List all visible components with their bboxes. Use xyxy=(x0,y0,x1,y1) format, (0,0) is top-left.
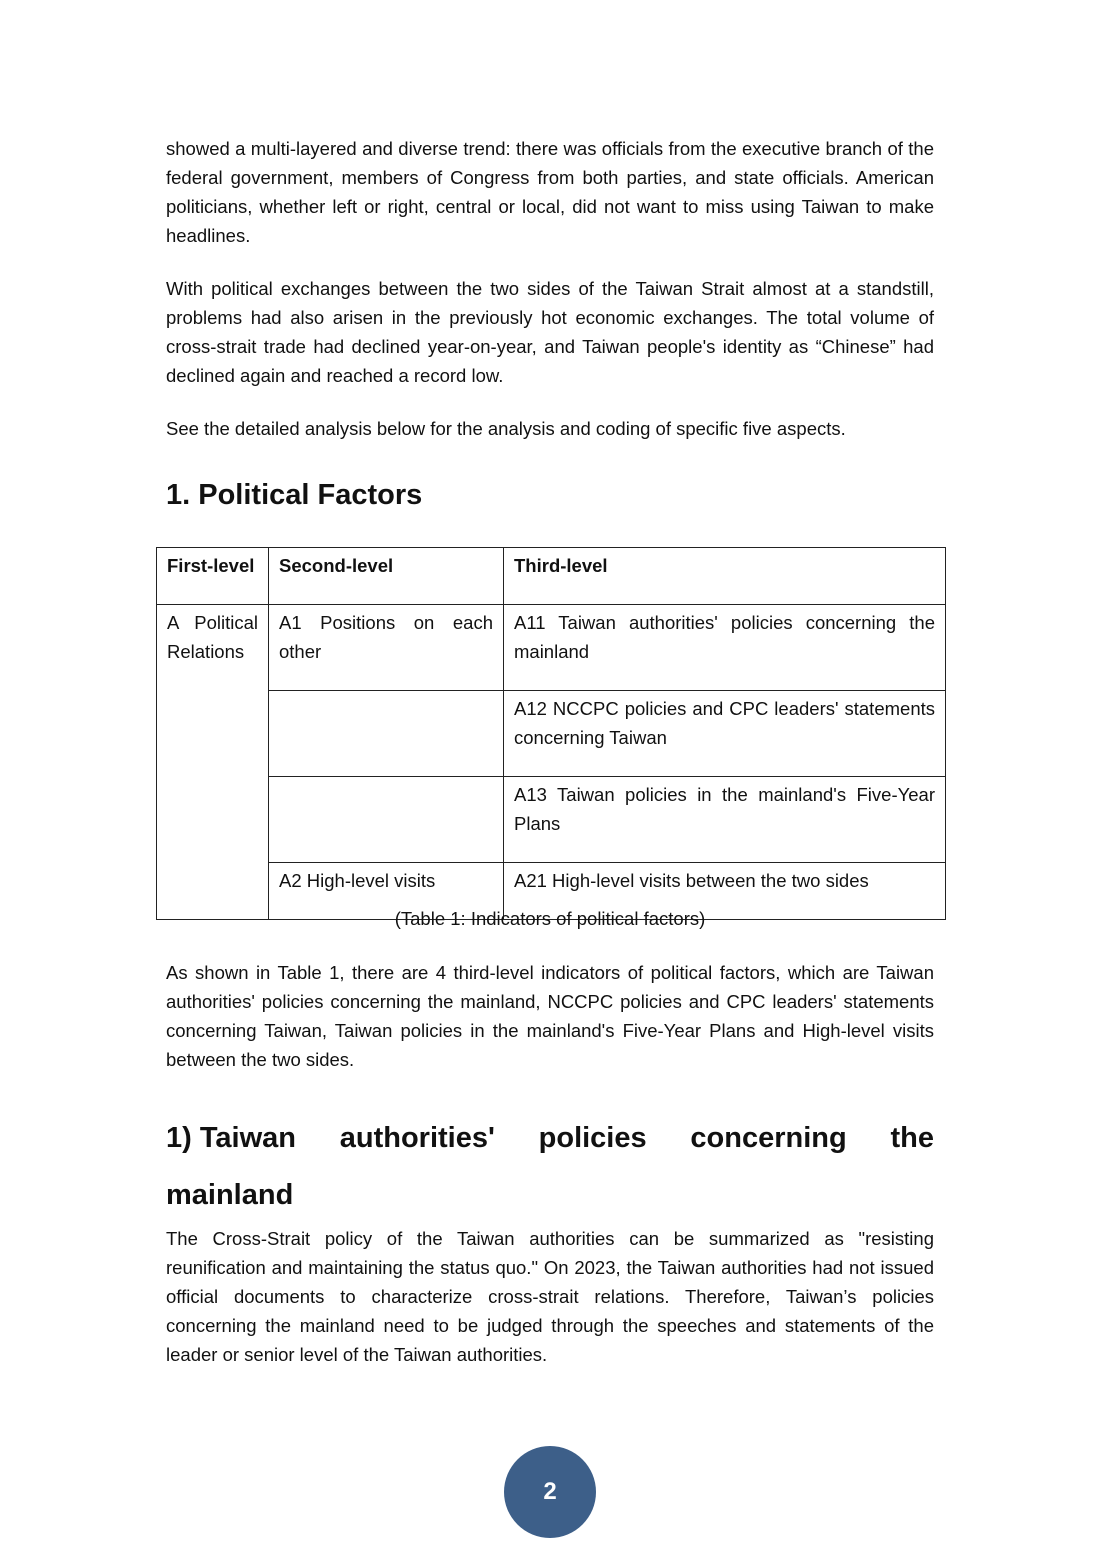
paragraph: As shown in Table 1, there are 4 third-level indicators of political factors, which are Taiwan authorities' policies concerning the mainland, NCCPC policies and CPC leaders' statements concerning Taiwan, Taiwan policies in the mainland's Five-Year Plans and High-level visits between the two sides. xyxy=(166,962,934,1070)
heading-word: 1) Taiwan xyxy=(166,1122,296,1154)
heading-word: concerning xyxy=(690,1122,847,1154)
table-header-row xyxy=(157,548,946,605)
table-caption: (Table 1: Indicators of political factors) xyxy=(394,908,706,929)
subsection-heading xyxy=(166,1110,934,1224)
paragraph: See the detailed analysis below for the analysis and coding of specific five aspects. xyxy=(166,418,846,439)
table-row xyxy=(157,691,946,777)
heading-word: authorities' xyxy=(339,1122,495,1154)
subsection-heading-line2: mainland xyxy=(166,1179,294,1211)
after-table-section xyxy=(166,958,934,1369)
table-cell-third-level: A21 High-level visits between the two sides xyxy=(504,863,946,920)
heading-word: policies xyxy=(538,1122,647,1154)
table-row xyxy=(157,777,946,863)
table-cell-second-level: A1 Positions on each other xyxy=(269,605,504,691)
table-cell-second-level xyxy=(269,691,504,777)
table-header-cell: Second-level xyxy=(269,548,504,605)
page-number-badge: 2 xyxy=(504,1446,596,1538)
table-cell-third-level: A12 NCCPC policies and CPC leaders' statements concerning Taiwan xyxy=(504,691,946,777)
table-cell-third-level: A13 Taiwan policies in the mainland's Five-Year Plans xyxy=(504,777,946,863)
subsection-heading-line1 xyxy=(166,1110,934,1167)
table-row xyxy=(157,605,946,691)
paragraph: With political exchanges between the two sides of the Taiwan Strait almost at a standstill, problems had also arisen in the previously hot economic exchanges. The total volume of cross-strait trade had declined year-on-year, and Taiwan people's identity as “Chinese” had declined again and reached a record low. xyxy=(166,278,934,386)
document-body xyxy=(166,134,935,1365)
paragraph: showed a multi-layered and diverse trend: there was officials from the executive branch of the federal government, members of Congress from both parties, and state officials. American politicians, whether left or right, central or local, did not want to miss using Taiwan to make headlines. xyxy=(166,138,934,246)
heading-word: the xyxy=(890,1122,934,1154)
table-header-cell: Third-level xyxy=(504,548,946,605)
paragraph: The Cross-Strait policy of the Taiwan authorities can be summarized as "resisting reunification and maintaining the status quo." On 2023, the Taiwan authorities had not issued official documents to characterize cross-strait relations. Therefore, Taiwan’s policies concerning the mainland need to be judged through the speeches and statements of the leader or senior level of the Taiwan authorities. xyxy=(166,1228,934,1365)
table-header-cell: First-level xyxy=(157,548,269,605)
indicators-table xyxy=(156,547,946,920)
table-cell-first-level: A Political Relations xyxy=(157,605,269,920)
table-cell-third-level: A11 Taiwan authorities' policies concerning the mainland xyxy=(504,605,946,691)
table-cell-second-level: A2 High-level visits xyxy=(269,863,504,920)
table-cell-second-level xyxy=(269,777,504,863)
section-heading: 1. Political Factors xyxy=(166,479,423,511)
